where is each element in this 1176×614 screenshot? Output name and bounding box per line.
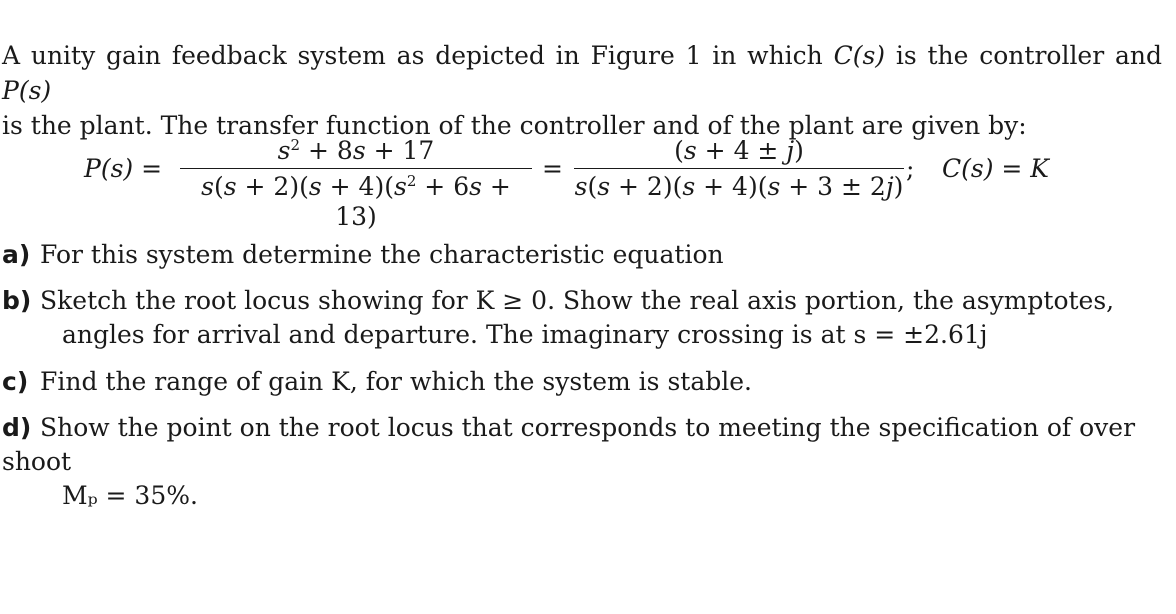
transfer-function-equation <box>0 136 1176 231</box>
fraction-2-numerator: (s + 4 ± j) <box>674 136 804 165</box>
fraction-1-numerator: $s^2 + 8s + 17$ <box>277 136 435 165</box>
equation-semicolon: ; <box>906 154 915 183</box>
controller-equation: C(s) = K <box>942 154 1049 183</box>
question-d-marker: d) <box>2 413 32 442</box>
fraction-1-denominator: $s(s + 2)(s + 4)(s^2 + 6s + 13)$ <box>201 172 511 231</box>
question-d-text-line1: Show the point on the root locus that corresponds to meeting the specification of over shoot <box>2 413 1136 476</box>
question-b-text-line2: angles for arrival and departure. The imaginary crossing is at s = ±2.61j <box>62 320 988 349</box>
question-c <box>2 365 1150 399</box>
plant-symbol: P(s) <box>2 76 52 105</box>
equation-lhs: P(s) = <box>84 154 163 183</box>
question-d <box>2 411 1150 513</box>
question-b-marker: b) <box>2 286 32 315</box>
fraction-1 <box>180 136 532 232</box>
controller-symbol: C(s) <box>833 41 886 70</box>
question-b <box>2 284 1150 352</box>
question-a-text: For this system determine the characteristic equation <box>40 240 724 269</box>
question-c-text: Find the range of gain K, for which the system is stable. <box>40 367 752 396</box>
fraction-2-denominator: s(s + 2)(s + 4)(s + 3 ± 2j) <box>574 172 904 201</box>
intro-text-1: A unity gain feedback system as depicted in Figure 1 in which <box>2 41 834 70</box>
question-a-marker: a) <box>2 240 31 269</box>
question-d-text-line2: Mₚ = 35%. <box>62 481 198 510</box>
intro-paragraph <box>2 38 1162 143</box>
intro-text-2: is the controller and <box>885 41 1162 70</box>
intro-text-3: is the plant. The transfer function of the controller and of the plant are given by: <box>2 111 1027 140</box>
fraction-2-bar <box>574 168 904 169</box>
fraction-2 <box>574 136 904 202</box>
equation-equals: = <box>542 154 563 183</box>
question-a <box>2 238 1150 272</box>
fraction-1-bar <box>180 168 532 169</box>
question-b-text-line1: Sketch the root locus showing for K ≥ 0. Show the real axis portion, the asymptotes, <box>40 286 1115 315</box>
question-c-marker: c) <box>2 367 29 396</box>
